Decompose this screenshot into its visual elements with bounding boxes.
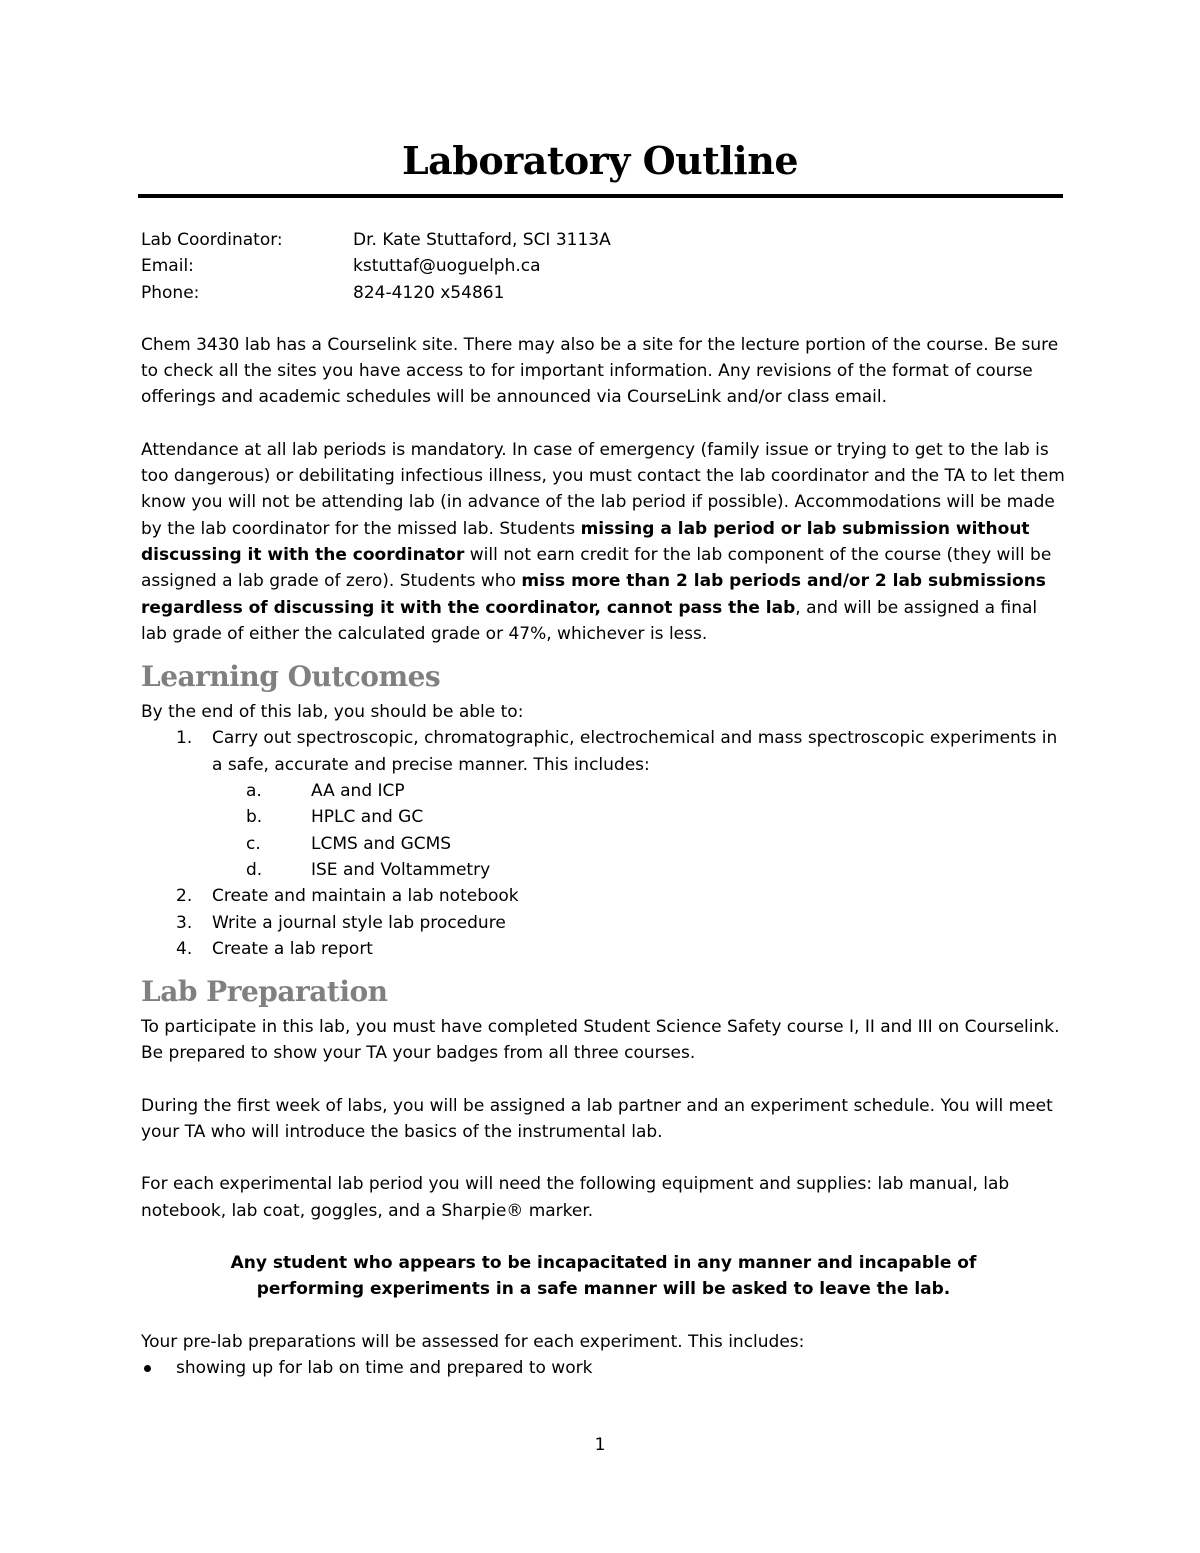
sub-list-item [141,831,1066,857]
intro-paragraph: Chem 3430 lab has a Courselink site. There may also be a site for the lecture portion of the course. Be sure to check all the sites you have access to for important information. Any revisions of the format of course offerings and academic schedules will be announced via CourseLink and/or class email. [141,334,1059,408]
outcomes-list [141,725,1066,962]
list-item [141,910,1066,936]
lab-preparation-heading: Lab Preparation [141,975,388,1009]
contact-block [141,227,1066,306]
sub-list-item [141,857,1066,883]
prep-paragraph: Your pre-lab preparations will be assessed for each experiment. This includes: [141,1331,805,1352]
sub-letter: d. [246,859,263,880]
document-body [141,227,1066,1381]
title-rule [138,194,1063,198]
attendance-text: Attendance at all lab periods is mandatory. In case of emergency (family issue or trying to get to the lab is too dangerous) or debilitating infectious illness, you must contact the lab coordinator and the TA to let them know you will not be attending lab (in advance of the lab period if possible). Accommodations will be made by the lab coordinator for the missed lab. Students [141,439,1065,539]
sub-list-item [141,778,1066,804]
attendance-bold: miss more than 2 lab periods and/or 2 lab submissions regardless of discussing it with the coordinator, cannot pass the lab [141,571,1046,618]
sub-letter: a. [246,781,262,802]
list-text: Create a lab report [212,938,373,959]
prep-paragraph: For each experimental lab period you will need the following equipment and supplies: lab manual, lab notebook, lab coat, goggles, and a Sharpie® marker. [141,1174,1010,1221]
sub-text: LCMS and GCMS [311,833,452,854]
contact-value: Dr. Kate Stuttaford, SCI 3113A [353,230,611,250]
contact-label: Phone: [141,282,200,303]
contact-label: Email: [141,256,194,277]
learning-lead: By the end of this lab, you should be able to: [141,702,524,723]
list-text: Carry out spectroscopic, chromatographic, electrochemical and mass spectroscopic experiments in a safe, accurate and precise manner. This includes: [212,728,1058,775]
sub-text: HPLC and GC [311,807,424,828]
attendance-text: , and will be assigned a final lab grade of either the calculated grade or 47%, whichever is less. [141,597,1038,644]
sub-letter: b. [246,807,263,828]
attendance-text: will not earn credit for the lab component of the course (they will be assigned a lab grade of zero). Students who [141,544,1052,592]
safety-warning-line: performing experiments in a safe manner will be asked to leave the lab. [256,1279,951,1300]
sub-letter: c. [246,833,261,854]
contact-label: Lab Coordinator: [141,230,283,250]
list-item [141,725,1066,883]
list-item [141,883,1066,909]
contact-value: kstuttaf@uoguelph.ca [353,256,541,277]
attendance-paragraph [141,437,1066,647]
contact-row [141,280,1066,306]
list-text: Create and maintain a lab notebook [212,886,519,907]
safety-warning-line: Any student who appears to be incapacitated in any manner and incapable of [230,1252,977,1273]
contact-row [141,227,1066,253]
list-number: 2. [176,886,193,907]
list-number: 4. [176,938,193,959]
prep-paragraph: During the first week of labs, you will be assigned a lab partner and an experiment schedule. You will meet your TA who will introduce the basics of the instrumental lab. [141,1095,1053,1143]
attendance-bold: missing a lab period or lab submission without discussing it with the coordinator [141,518,1030,565]
list-item [141,936,1066,962]
learning-outcomes-heading: Learning Outcomes [141,660,441,694]
prelab-bullet-list [141,1355,1066,1381]
contact-value: 824-4120 x54861 [353,282,505,303]
sub-list-item [141,804,1066,830]
contact-row [141,253,1066,279]
page-number: 1 [594,1435,606,1455]
sub-text: ISE and Voltammetry [311,859,491,880]
bullet-icon [144,1365,151,1372]
sub-list [212,778,1066,883]
list-number: 3. [176,912,193,933]
list-text: Write a journal style lab procedure [212,912,506,933]
list-number: 1. [176,728,193,749]
list-item [141,1355,1066,1381]
bullet-text: showing up for lab on time and prepared to work [176,1357,593,1378]
prep-paragraph: To participate in this lab, you must have completed Student Science Safety course I, II and III on Courselink. Be prepared to show your TA your badges from all three courses. [141,1017,1060,1064]
page-title: Laboratory Outline [401,138,799,183]
sub-text: AA and ICP [311,781,405,802]
